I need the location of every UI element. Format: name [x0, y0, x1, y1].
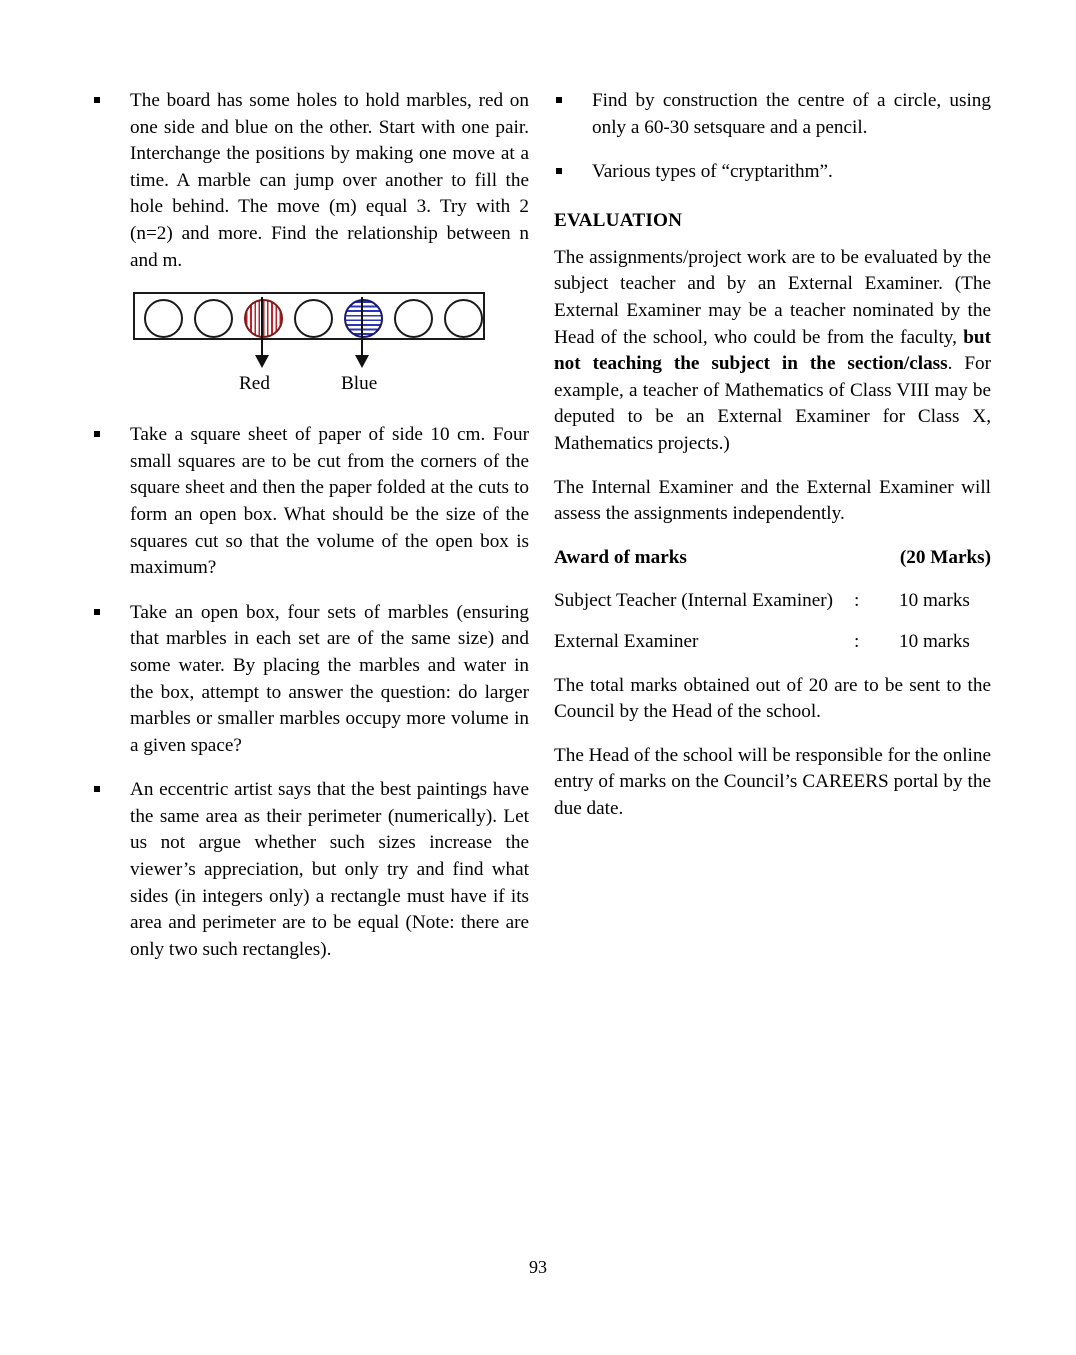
list-item	[554, 159, 991, 186]
list-item	[92, 600, 529, 760]
list-item-text: Take an open box, four sets of marbles (ensuring that marbles in each set are of the same size) and some water. By placing the marbles and water in the box, attempt to answer the question: do larger marbles or smaller marbles occupy more volume in a given space?	[130, 601, 529, 756]
board-rectangle	[133, 292, 485, 340]
list-item	[92, 422, 529, 582]
evaluation-paragraph-2: The Internal Examiner and the External Examiner will assess the assignments independently.	[554, 476, 991, 525]
blue-arrow-shaft	[361, 297, 363, 357]
evaluation-paragraph-4: The Head of the school will be responsible for the online entry of marks on the Council’s CAREERS portal by the due date.	[554, 744, 991, 819]
list-item	[554, 88, 991, 141]
left-column	[92, 88, 529, 963]
award-row-value: 10 marks	[899, 590, 970, 612]
blue-label: Blue	[341, 373, 378, 395]
right-column	[554, 88, 991, 839]
eval-para-part-2: . For example, a teacher of Mathematics of Class VIII may be deputed to be an External Examiner for Class X, Mathematics projects.)	[554, 353, 992, 454]
evaluation-paragraph-1	[554, 245, 991, 458]
marble-board-diagram	[92, 292, 529, 400]
award-row-colon: :	[854, 630, 860, 652]
square-bullet-icon	[556, 168, 562, 174]
section-heading-evaluation: EVALUATION	[554, 209, 683, 231]
hole-4	[294, 299, 333, 338]
eval-para-bold: but not teaching the subject in the section/class	[554, 326, 991, 375]
list-item	[92, 777, 529, 963]
award-of-marks-header	[554, 545, 991, 572]
square-bullet-icon	[556, 97, 562, 103]
hole-6	[394, 299, 433, 338]
list-item-text: An eccentric artist says that the best paintings have the same area as their perimeter (numerically). Let us not argue whether such sizes increase the viewer’s appreciation, but only try and find what sides (in integers only) a rectangle must have if its area and perimeter are to be equal (Note: there are only two such rectangles).	[130, 779, 529, 960]
list-item-text: Take a square sheet of paper of side 10 cm. Four small squares are to be cut from the corners of the square sheet and then the paper folded at the cuts to form an open box. What should be the size of the squares cut so that the volume of the open box is maximum?	[130, 424, 529, 579]
award-total-marks: (20 Marks)	[899, 546, 991, 568]
two-column-body	[0, 88, 1076, 963]
evaluation-paragraph-3: The total marks obtained out of 20 are to be sent to the Council by the Head of the school.	[554, 674, 991, 723]
page-number: 93	[529, 1257, 547, 1277]
award-row	[554, 588, 991, 615]
award-row	[554, 629, 991, 656]
square-bullet-icon	[94, 97, 100, 103]
list-item	[92, 88, 529, 274]
award-row-label: Subject Teacher (Internal Examiner)	[554, 590, 834, 612]
award-title: Award of marks	[554, 546, 687, 568]
eval-para-part-1: The assignments/project work are to be evaluated by the subject teacher and by an External Examiner. (The External Examiner may be a teacher nominated by the Head of the school, who could be from the faculty,	[554, 246, 991, 348]
square-bullet-icon	[94, 786, 100, 792]
hole-5-blue-marble	[344, 299, 383, 338]
list-item-text: Various types of “cryptarithm”.	[592, 161, 833, 183]
square-bullet-icon	[94, 431, 100, 437]
red-arrow-shaft	[261, 297, 263, 357]
award-row-label: External Examiner	[554, 630, 699, 652]
red-label: Red	[239, 373, 270, 395]
award-row-value: 10 marks	[899, 630, 970, 652]
hole-3-red-marble	[244, 299, 283, 338]
hole-1	[144, 299, 183, 338]
square-bullet-icon	[94, 609, 100, 615]
red-arrow-head-icon	[255, 355, 269, 368]
blue-arrow-head-icon	[355, 355, 369, 368]
hole-7	[444, 299, 483, 338]
award-row-colon: :	[854, 590, 860, 612]
hole-2	[194, 299, 233, 338]
list-item-text: The board has some holes to hold marbles, red on one side and blue on the other. Start with one pair. Interchange the positions by making one move at a time. A marble can jump over another to fill the hole behind. The move (m) equal 3. Try with 2 (n=2) and more. Find the relationship between n and m.	[130, 90, 529, 271]
list-item-text: Find by construction the centre of a circle, using only a 60-30 setsquare and a pencil.	[592, 90, 991, 138]
